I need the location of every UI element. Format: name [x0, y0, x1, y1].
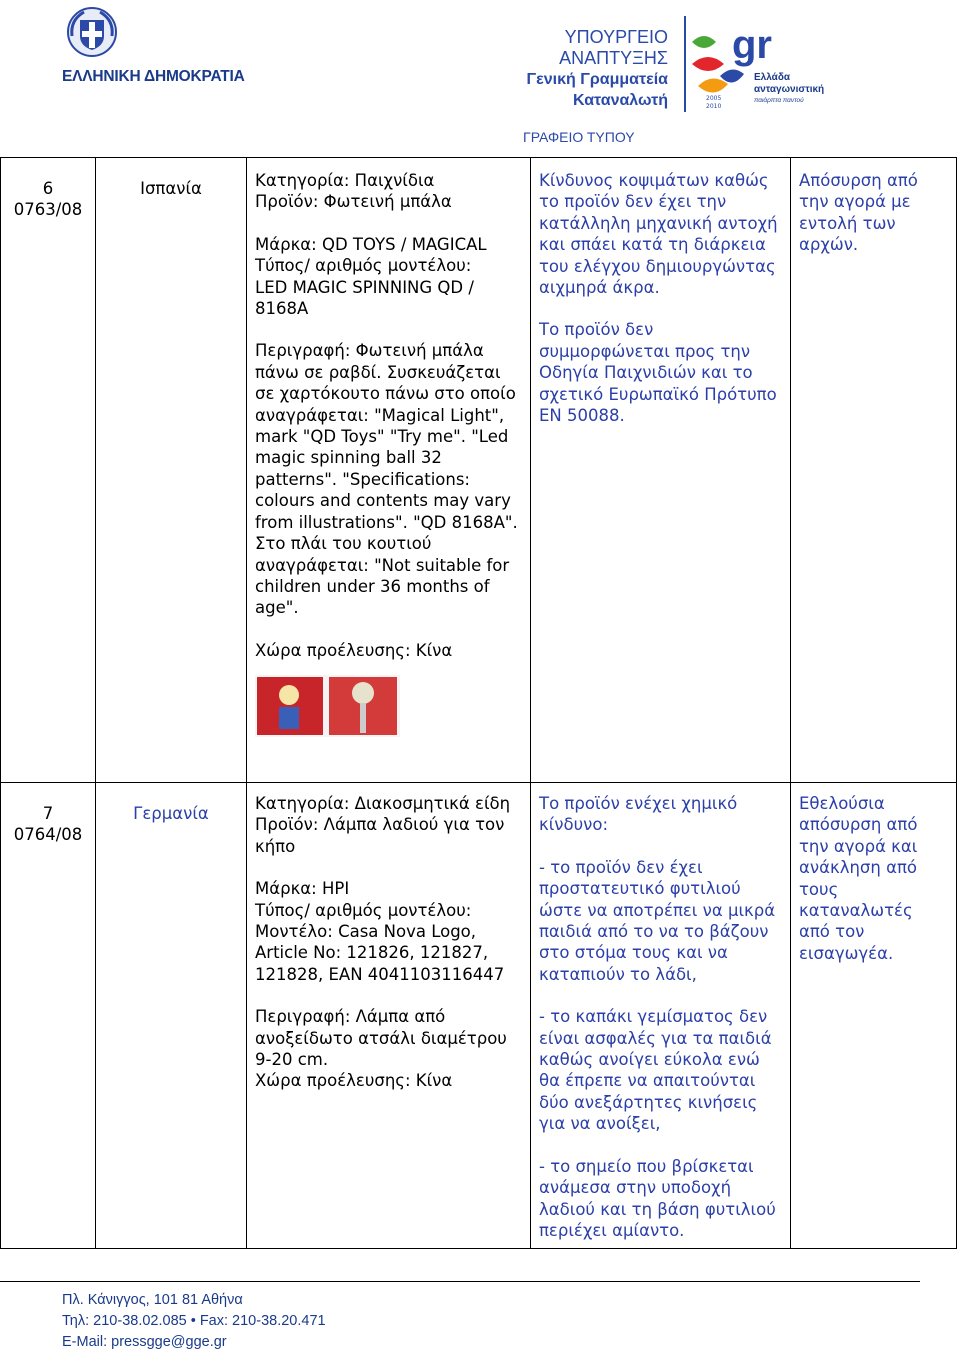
ministry-line-4: Καταναλωτή [573, 92, 668, 109]
table-row [0, 783, 957, 1249]
column-divider [246, 158, 247, 782]
product-cell [255, 783, 525, 1092]
column-divider [530, 158, 531, 782]
greece-competitive-logo [684, 14, 834, 114]
country: Ισπανία [140, 179, 202, 198]
compliance-text: Το προϊόν δεν συμμορφώνεται προς την Οδηγία Παιχνιδιών και το σχετικό Ευρωπαϊκό Πρότυπο EN 50088. [539, 320, 777, 426]
column-divider [790, 783, 791, 1248]
greek-coat-of-arms-icon [66, 6, 118, 58]
product-name: Προϊόν: Φωτεινή μπάλα [255, 192, 452, 212]
row-number: 6 [42, 179, 54, 198]
product-brand: Μάρκα: HPI [255, 879, 350, 899]
product-category: Κατηγορία: Παιχνίδια [255, 171, 435, 190]
measure-text: Εθελούσια απόσυρση από την αγορά και ανάκληση από τους καταναλωτές από τον εισαγωγέα. [799, 794, 918, 963]
press-office-label: ΓΡΑΦΕΙΟ ΤΥΠΟΥ [523, 129, 635, 145]
footer-address: Πλ. Κάνιγγος, 101 81 Αθήνα [62, 1292, 243, 1308]
product-model-label: Τύπος/ αριθμός μοντέλου: [255, 256, 472, 276]
ministry-line-1: ΥΠΟΥΡΓΕΙΟ [564, 27, 668, 47]
product-origin: Χώρα προέλευσης: Κίνα [255, 1071, 453, 1091]
column-divider [95, 158, 96, 782]
product-name: Προϊόν: Λάμπα λαδιού για τον κήπο [255, 815, 505, 856]
country-cell [96, 783, 246, 824]
row-code: 0764/08 [13, 825, 83, 845]
ministry-block [527, 27, 668, 111]
product-brand: Μάρκα: QD TOYS / MAGICAL [255, 234, 487, 254]
product-category: Κατηγορία: Διακοσμητικά είδη [255, 794, 511, 813]
product-model-value: LED MAGIC SPINNING QD / 8168A [255, 277, 474, 319]
ministry-line-3: Γενική Γραμματεία [526, 71, 668, 88]
logo-text: gr [732, 23, 772, 67]
product-description: Περιγραφή: Λάμπα από ανοξείδωτο ατσάλι διαμέτρου 9-20 cm. [255, 1007, 507, 1070]
footer-email[interactable]: E-Mail: pressgge@gge.gr [62, 1334, 227, 1350]
product-origin: Χώρα προέλευσης: Κίνα [255, 640, 453, 660]
column-divider [246, 783, 247, 1248]
country-cell [96, 158, 246, 199]
row-number-cell [1, 783, 95, 846]
measure-cell [799, 783, 949, 964]
column-divider [790, 158, 791, 782]
risk-intro: Το προϊόν ενέχει χημικό κίνδυνο: [539, 794, 738, 835]
row-number-cell [1, 158, 95, 221]
logo-sub-2: ανταγωνιστική [754, 84, 825, 95]
risk-item: - το καπάκι γεμίσματος δεν είναι ασφαλές για τα παιδιά καθώς ανοίγει εύκολα ενώ θα έπρεπε να απαιτούνται δύο ανεξάρτητες κινήσεις για να ανοίξει, [539, 1007, 772, 1134]
country: Γερμανία [133, 804, 209, 823]
column-divider [95, 783, 96, 1248]
column-divider [530, 783, 531, 1248]
risk-cell [539, 783, 789, 1241]
risk-cell [539, 158, 789, 426]
product-cell [255, 158, 525, 743]
product-model-value: Μοντέλο: Casa Nova Logo, Article No: 121826, 121827, 121828, EAN 4041103116447 [255, 922, 505, 984]
svg-text:2005: 2005 [706, 95, 722, 102]
footer-phone: Τηλ: 210-38.02.085 • Fax: 210-38.20.471 [62, 1313, 326, 1329]
product-description: Περιγραφή: Φωτεινή μπάλα πάνω σε ραβδί. Συσκευάζεται σε χαρτόκουτο πάνω στο οποίο αναγράφεται: "Magical Light", mark "QD Toys" "Try me". "Led magic spinning ball 32 patterns". "Specifications: colours and contents may vary from illustrations". "QD 8168A". Στο πλάι του κουτιού αναγράφεται: "Not suitable for children under 36 months of age". [255, 341, 518, 618]
row-code: 0763/08 [13, 200, 83, 220]
logo-sub-1: Ελλάδα [754, 72, 791, 83]
footer-divider [0, 1281, 920, 1282]
government-name: ΕΛΛΗΝΙΚΗ ΔΗΜΟΚΡΑΤΙΑ [62, 68, 245, 85]
risk-item: - το σημείο που βρίσκεται ανάμεσα στην υποδοχή λαδιού και τη βάση φυτιλιού περιέχει αμίαντο. [539, 1156, 776, 1240]
measure-cell [799, 158, 949, 256]
table-row [0, 157, 957, 783]
page-header [0, 0, 960, 150]
product-photo [255, 675, 400, 737]
logo-sub-3: παιάρπτα παντού [754, 97, 804, 104]
measure-text: Απόσυρση από την αγορά με εντολή των αρχών. [799, 171, 918, 255]
page-footer [62, 1290, 326, 1353]
risk-item: - το προϊόν δεν έχει προστατευτικό φυτιλιού ώστε να αποτρέπει να μικρά παιδιά από το να το βάζουν στο στόμα τους και να καταπιούν το λάδι, [539, 857, 776, 984]
svg-text:2010: 2010 [706, 103, 722, 110]
product-model-label: Τύπος/ αριθμός μοντέλου: [255, 900, 472, 920]
risk-text: Κίνδυνος κοψιμάτων καθώς το προϊόν δεν έχει την κατάλληλη μηχανική αντοχή και σπάει κατά τη διάρκεια του ελέγχου δημιουργώντας αιχμηρά άκρα. [539, 171, 778, 298]
ministry-line-2: ΑΝΑΠΤΥΞΗΣ [559, 48, 668, 68]
row-number: 7 [42, 804, 54, 823]
